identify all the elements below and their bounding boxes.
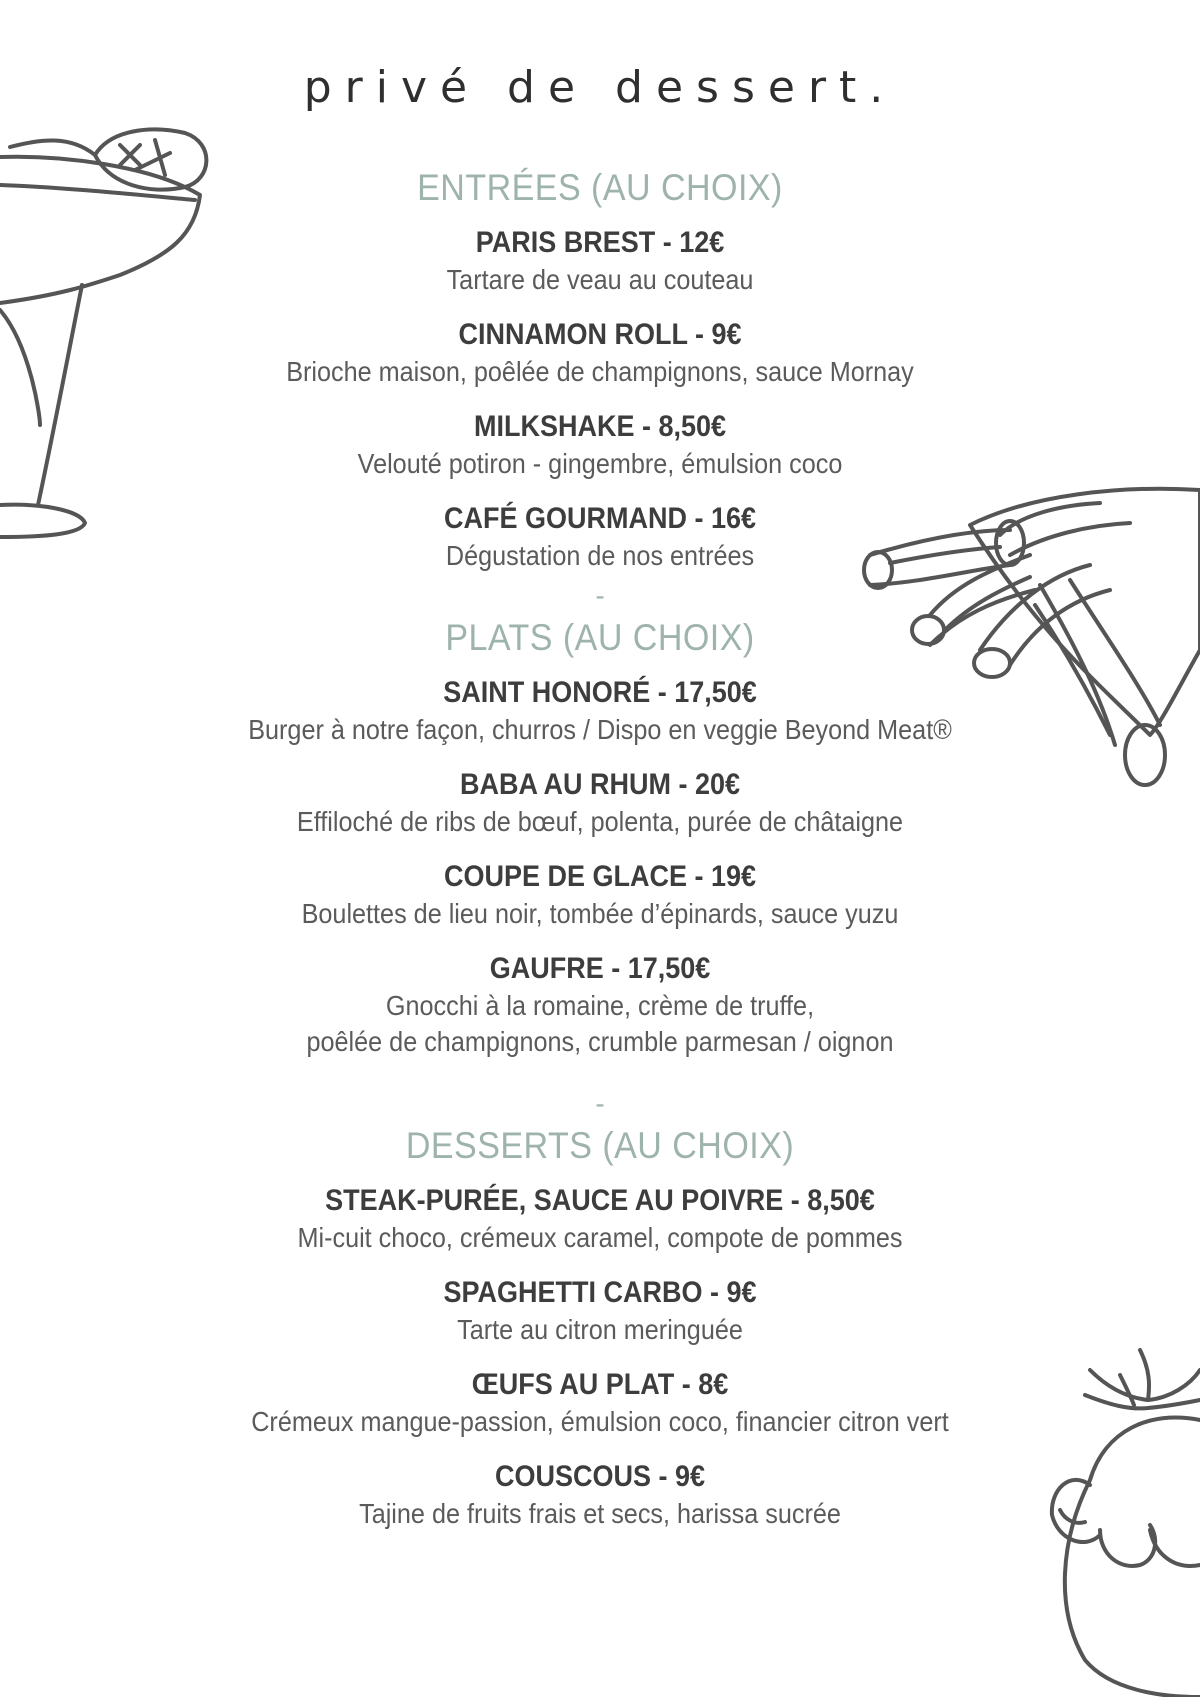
menu-content [0,160,1200,1550]
menu-item-description: Dégustation de nos entrées [445,540,755,571]
menu-item [0,1366,1200,1440]
section-title: PLATS (AU CHOIX) [445,617,755,658]
menu-item-description: Burger à notre façon, churros / Dispo en veggie Beyond Meat® [248,714,952,745]
menu-item [0,858,1200,932]
section-title: DESSERTS (AU CHOIX) [405,1125,795,1166]
menu-item-description: Velouté potiron - gingembre, émulsion coco [357,448,843,479]
menu-item-name: COUSCOUS - 9€ [494,1460,706,1493]
section-plats [0,582,1200,1060]
menu-item-description: Mi-cuit choco, crémeux caramel, compote de pommes [297,1222,903,1253]
menu-item-name: COUPE DE GLACE - 19€ [443,860,757,893]
menu-item-name: STEAK-PURÉE, SAUCE AU POIVRE - 8,50€ [325,1184,875,1217]
menu-item-description: Brioche maison, poêlée de champignons, sauce Mornay [286,356,914,387]
menu-item-name: CINNAMON ROLL - 9€ [458,318,742,351]
menu-item-description: Tajine de fruits frais et secs, harissa sucrée [359,1498,841,1529]
menu-item-description: Tartare de veau au couteau [446,264,754,295]
menu-item-name: MILKSHAKE - 8,50€ [473,410,727,443]
menu-item [0,500,1200,574]
menu-item-name: ŒUFS AU PLAT - 8€ [471,1368,729,1401]
menu-item-name: GAUFRE - 17,50€ [489,952,711,985]
section-separator: - [595,580,605,611]
menu-item [0,674,1200,748]
menu-item-name: SPAGHETTI CARBO - 9€ [443,1276,757,1309]
menu-item [0,1182,1200,1256]
brand-title: privé de dessert. [303,62,897,113]
section-entrees [0,160,1200,574]
menu-item-name: BABA AU RHUM - 20€ [459,768,741,801]
menu-item-description: Gnocchi à la romaine, crème de truffe, [385,990,815,1021]
section-separator: - [595,1088,605,1119]
menu-item-name: CAFÉ GOURMAND - 16€ [443,502,757,535]
menu-item [0,408,1200,482]
menu-item [0,766,1200,840]
menu-item-description: Tarte au citron meringuée [457,1314,743,1345]
menu-item-description: Boulettes de lieu noir, tombée d’épinards, sauce yuzu [301,898,899,929]
menu-item-description: Crémeux mangue-passion, émulsion coco, financier citron vert [251,1406,949,1437]
menu-item-description: Effiloché de ribs de bœuf, polenta, purée de châtaigne [296,806,904,837]
section-desserts [0,1090,1200,1532]
menu-item-name: PARIS BREST - 12€ [475,226,725,259]
menu-item [0,316,1200,390]
menu-item-description-line-2: poêlée de champignons, crumble parmesan / oignon [306,1026,894,1057]
menu-item [0,1458,1200,1532]
section-title: ENTRÉES (AU CHOIX) [417,167,783,208]
menu-item [0,1274,1200,1348]
menu-item-name: SAINT HONORÉ - 17,50€ [443,676,757,709]
menu-item [0,224,1200,298]
menu-item [0,950,1200,1060]
